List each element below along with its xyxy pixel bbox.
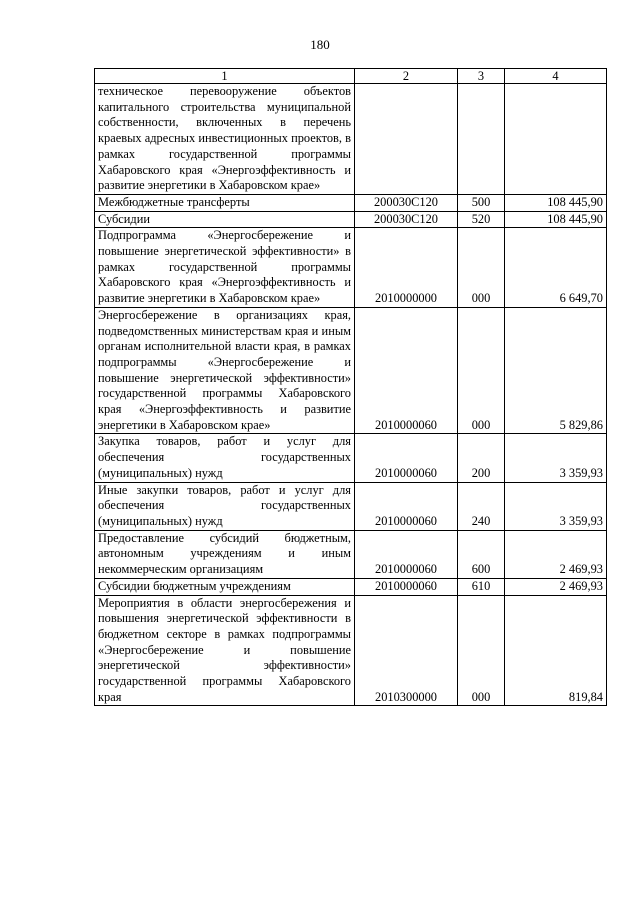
row-amount: 2 469,93	[505, 578, 607, 595]
row-code	[355, 84, 458, 195]
table-row	[95, 530, 607, 578]
table-row	[95, 595, 607, 706]
row-amount: 5 829,86	[505, 307, 607, 434]
row-amount	[505, 84, 607, 195]
table-row	[95, 194, 607, 211]
row-description: Субсидии	[95, 211, 355, 228]
row-description: Подпрограмма «Энергосбережение и повышение энергетической эффективности» в рамках государственной программы Хабаровского края «Энергоэффективность и развитие энергетики в Хабаровском крае»	[95, 228, 355, 308]
budget-table	[94, 68, 607, 706]
row-description: техническое перевооружение объектов капитального строительства муниципальной собственности, включенных в перечень краевых адресных инвестиционных проектов, в рамках государственной программы Хабаровского края «Энергоэффективность и развитие энергетики в Хабаровском крае»	[95, 84, 355, 195]
column-header-description: 1	[95, 69, 355, 84]
row-code: 2010300000	[355, 595, 458, 706]
row-amount: 6 649,70	[505, 228, 607, 308]
page-number: 180	[310, 37, 330, 52]
row-code: 2010000060	[355, 530, 458, 578]
table-row	[95, 211, 607, 228]
row-type: 000	[458, 307, 505, 434]
row-code: 2010000060	[355, 307, 458, 434]
row-code: 2010000060	[355, 578, 458, 595]
row-type: 240	[458, 482, 505, 530]
table-row	[95, 434, 607, 482]
row-code: 200030С120	[355, 194, 458, 211]
row-description: Мероприятия в области энергосбережения и повышения энергетической эффективности в бюджетном секторе в рамках подпрограммы «Энергосбережение и повышение энергетической эффективности» государственной программы Хабаровского края	[95, 595, 355, 706]
table-row	[95, 578, 607, 595]
row-amount: 3 359,93	[505, 482, 607, 530]
row-description: Иные закупки товаров, работ и услуг для обеспечения государственных (муниципальных) нужд	[95, 482, 355, 530]
row-description: Энергосбережение в организациях края, подведомственных министерствам края и иным органам исполнительной власти края, в рамках подпрограммы «Энергосбережение и повышение энергетической эффективности» государственной программы Хабаровского края «Энергоэффективность и развитие энергетики в Хабаровском крае»	[95, 307, 355, 434]
row-amount: 108 445,90	[505, 194, 607, 211]
row-type: 520	[458, 211, 505, 228]
row-code: 200030С120	[355, 211, 458, 228]
row-type: 500	[458, 194, 505, 211]
row-type	[458, 84, 505, 195]
row-type: 200	[458, 434, 505, 482]
row-type: 610	[458, 578, 505, 595]
row-description: Межбюджетные трансферты	[95, 194, 355, 211]
column-header-code: 2	[355, 69, 458, 84]
row-type: 000	[458, 595, 505, 706]
row-type: 600	[458, 530, 505, 578]
row-amount: 819,84	[505, 595, 607, 706]
table-row	[95, 482, 607, 530]
row-code: 2010000000	[355, 228, 458, 308]
row-description: Предоставление субсидий бюджетным, автономным учреждениям и иным некоммерческим организациям	[95, 530, 355, 578]
table-row	[95, 307, 607, 434]
table-row	[95, 228, 607, 308]
row-type: 000	[458, 228, 505, 308]
column-header-amount: 4	[505, 69, 607, 84]
table-header-row	[95, 69, 607, 84]
row-code: 2010000060	[355, 482, 458, 530]
row-amount: 108 445,90	[505, 211, 607, 228]
row-description: Закупка товаров, работ и услуг для обеспечения государственных (муниципальных) нужд	[95, 434, 355, 482]
table-row	[95, 84, 607, 195]
row-amount: 3 359,93	[505, 434, 607, 482]
column-header-type: 3	[458, 69, 505, 84]
row-description: Субсидии бюджетным учреждениям	[95, 578, 355, 595]
row-code: 2010000060	[355, 434, 458, 482]
row-amount: 2 469,93	[505, 530, 607, 578]
